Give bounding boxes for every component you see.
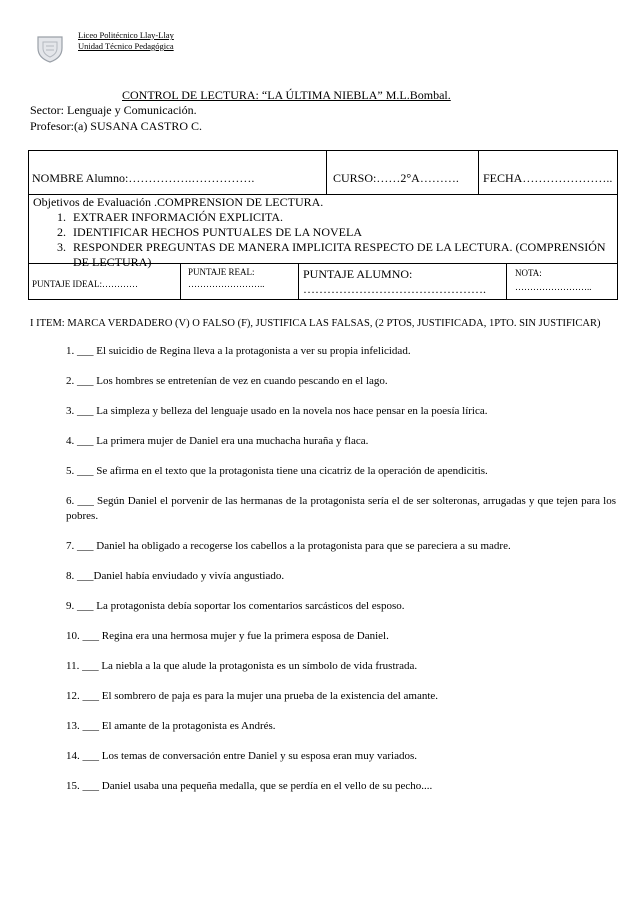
- question-item[interactable]: 6. ___ Según Daniel el porvenir de las hermanas de la protagonista sería el de ser solteronas, arrugadas y que tejen para los pobres.: [66, 495, 616, 522]
- objectives-heading: Objetivos de Evaluación .COMPRENSION DE LECTURA.: [33, 195, 324, 209]
- question-item[interactable]: 1. ___ El suicidio de Regina lleva a la protagonista a ver su propia infelicidad.: [66, 345, 411, 357]
- question-item[interactable]: 7. ___ Daniel ha obligado a recogerse los cabellos a la protagonista para que se pareciera a su madre.: [66, 540, 511, 552]
- real-score-field[interactable]: [181, 264, 299, 299]
- objective-item: 3. RESPONDER PREGUNTAS DE MANERA IMPLICITA RESPECTO DE LA LECTURA. (COMPRENSIÓN DE LECTURA): [69, 240, 613, 270]
- date-field[interactable]: FECHA…………………..: [483, 171, 613, 185]
- objective-item: 2. IDENTIFICAR HECHOS PUNTUALES DE LA NOVELA: [69, 225, 613, 240]
- question-item[interactable]: 12. ___ El sombrero de paja es para la mujer una prueba de la existencia del amante.: [66, 690, 439, 702]
- grade-blank: ……………………..: [515, 282, 592, 292]
- school-heading: [78, 30, 174, 52]
- school-unit: Unidad Técnico Pedagógica: [78, 41, 174, 51]
- question-item[interactable]: 2. ___ Los hombres se entretenían de vez en cuando pescando en el lago.: [66, 375, 388, 387]
- question-item[interactable]: 5. ___ Se afirma en el texto que la protagonista tiene una cicatriz de la operación de apendicitis.: [66, 465, 488, 477]
- question-item[interactable]: 13. ___ El amante de la protagonista es Andrés.: [66, 720, 276, 732]
- real-score-blank: ……………………..: [188, 279, 265, 289]
- student-score-field[interactable]: [299, 264, 507, 299]
- ideal-score-field[interactable]: PUNTAJE IDEAL:…………: [29, 264, 181, 299]
- school-name: Liceo Politécnico Llay-Llay: [78, 30, 174, 40]
- question-item[interactable]: 8. ___Daniel había enviudado y vivía angustiado.: [66, 570, 285, 582]
- question-item[interactable]: 14. ___ Los temas de conversación entre Daniel y su esposa eran muy variados.: [66, 750, 417, 762]
- section-instructions: I ITEM: MARCA VERDADERO (V) O FALSO (F), JUSTIFICA LAS FALSAS, (2 PTOS, JUSTIFICADA, 1PTO. SIN JUSTIFICAR): [30, 318, 601, 329]
- real-score-label: PUNTAJE REAL:: [188, 267, 255, 277]
- question-item[interactable]: 15. ___ Daniel usaba una pequeña medalla, que se perdía en el vello de su pecho....: [66, 780, 433, 792]
- student-score-label: PUNTAJE ALUMNO:: [303, 267, 413, 281]
- grade-label: NOTA:: [515, 268, 542, 278]
- course-field[interactable]: CURSO:……2°A……….: [327, 151, 479, 194]
- student-info-row: [28, 150, 618, 195]
- score-row: [28, 263, 618, 300]
- student-score-blank: ……………………………………….: [303, 282, 486, 296]
- student-name-field[interactable]: NOMBRE Alumno:…………….…………….: [29, 151, 327, 194]
- question-item[interactable]: 10. ___ Regina era una hermosa mujer y fue la primera esposa de Daniel.: [66, 630, 389, 642]
- grade-field[interactable]: [507, 264, 617, 299]
- page-title: CONTROL DE LECTURA: “LA ÚLTIMA NIEBLA” M.L.Bombal.: [122, 88, 451, 102]
- sector-line: Sector: Lenguaje y Comunicación.: [30, 103, 197, 117]
- objectives-list: [33, 210, 613, 270]
- question-item[interactable]: 4. ___ La primera mujer de Daniel era una muchacha huraña y flaca.: [66, 435, 369, 447]
- professor-line: Profesor:(a) SUSANA CASTRO C.: [30, 119, 203, 133]
- objectives-box: [28, 194, 618, 269]
- question-item[interactable]: 3. ___ La simpleza y belleza del lenguaje usado en la novela nos hace pensar en la poesía lírica.: [66, 405, 488, 417]
- question-item[interactable]: 11. ___ La niebla a la que alude la protagonista es un símbolo de vida frustrada.: [66, 660, 418, 672]
- objective-item: 1. EXTRAER INFORMACIÓN EXPLICITA.: [69, 210, 613, 225]
- question-item[interactable]: 9. ___ La protagonista debía soportar los comentarios sarcásticos del esposo.: [66, 600, 405, 612]
- school-shield-icon: [34, 32, 66, 64]
